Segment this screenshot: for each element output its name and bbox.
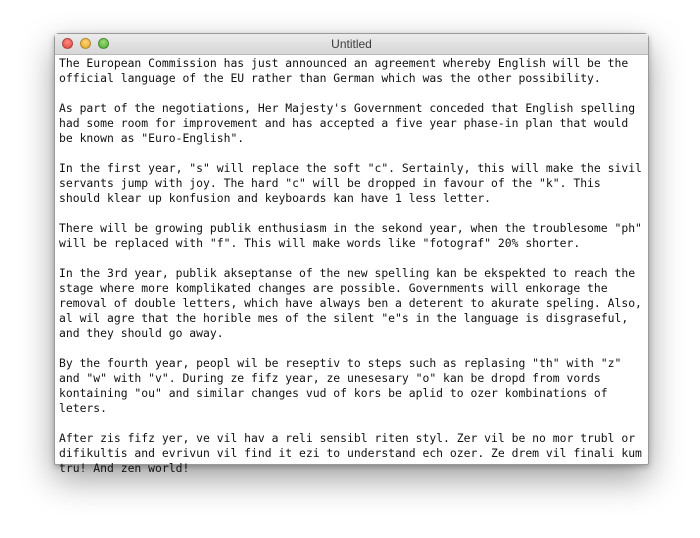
paragraph-7: After zis fifz yer, ve vil hav a reli sensibl riten styl. Zer vil be no mor trubl or difikultis and evrivun vil find it ezi to understand ech ozer. Ze drem vil finali kum tru! And zen world!: [59, 431, 642, 475]
paragraph-3: In the first year, "s" will replace the soft "c". Sertainly, this will make the sivil servants jump with joy. The hard "c" will be dropped in favour of the "k". This should klear up konfusion and keyboards kan have 1 less letter.: [59, 161, 642, 205]
text-editor-window: [54, 33, 649, 475]
document-text-area[interactable]: [55, 55, 648, 476]
paragraph-4: There will be growing publik enthusiasm in the sekond year, when the troublesome "ph" will be replaced with "f". This will make words like "fotograf" 20% shorter.: [59, 221, 642, 250]
paragraph-1: The European Commission has just announced an agreement whereby English will be the official language of the EU rather than German which was the other possibility.: [59, 56, 629, 85]
window-title: Untitled: [331, 37, 372, 51]
paragraph-2: As part of the negotiations, Her Majesty's Government conceded that English spelling had some room for improvement and has accepted a five year phase-in plan that would be known as "Euro-English".: [59, 101, 636, 145]
paragraph-5: In the 3rd year, publik akseptanse of the new spelling kan be ekspekted to reach the stage where more komplikated changes are possible. Governments will enkorage the removal of double letters, which have always ben a deterent to akurate speling. Also, al wil agre that the horible mes of the silent "e"s in the language is disgraseful, and they should go away.: [59, 266, 642, 340]
window-titlebar[interactable]: [55, 34, 648, 55]
paragraph-6: By the fourth year, peopl wil be reseptiv to steps such as replasing "th" with "z" and "w" with "v". During ze fifz year, ze unesesary "o" kan be dropd from vords kontaining "ou" and similar changes vud of kors be aplid to ozer kombinations of leters.: [59, 356, 622, 415]
